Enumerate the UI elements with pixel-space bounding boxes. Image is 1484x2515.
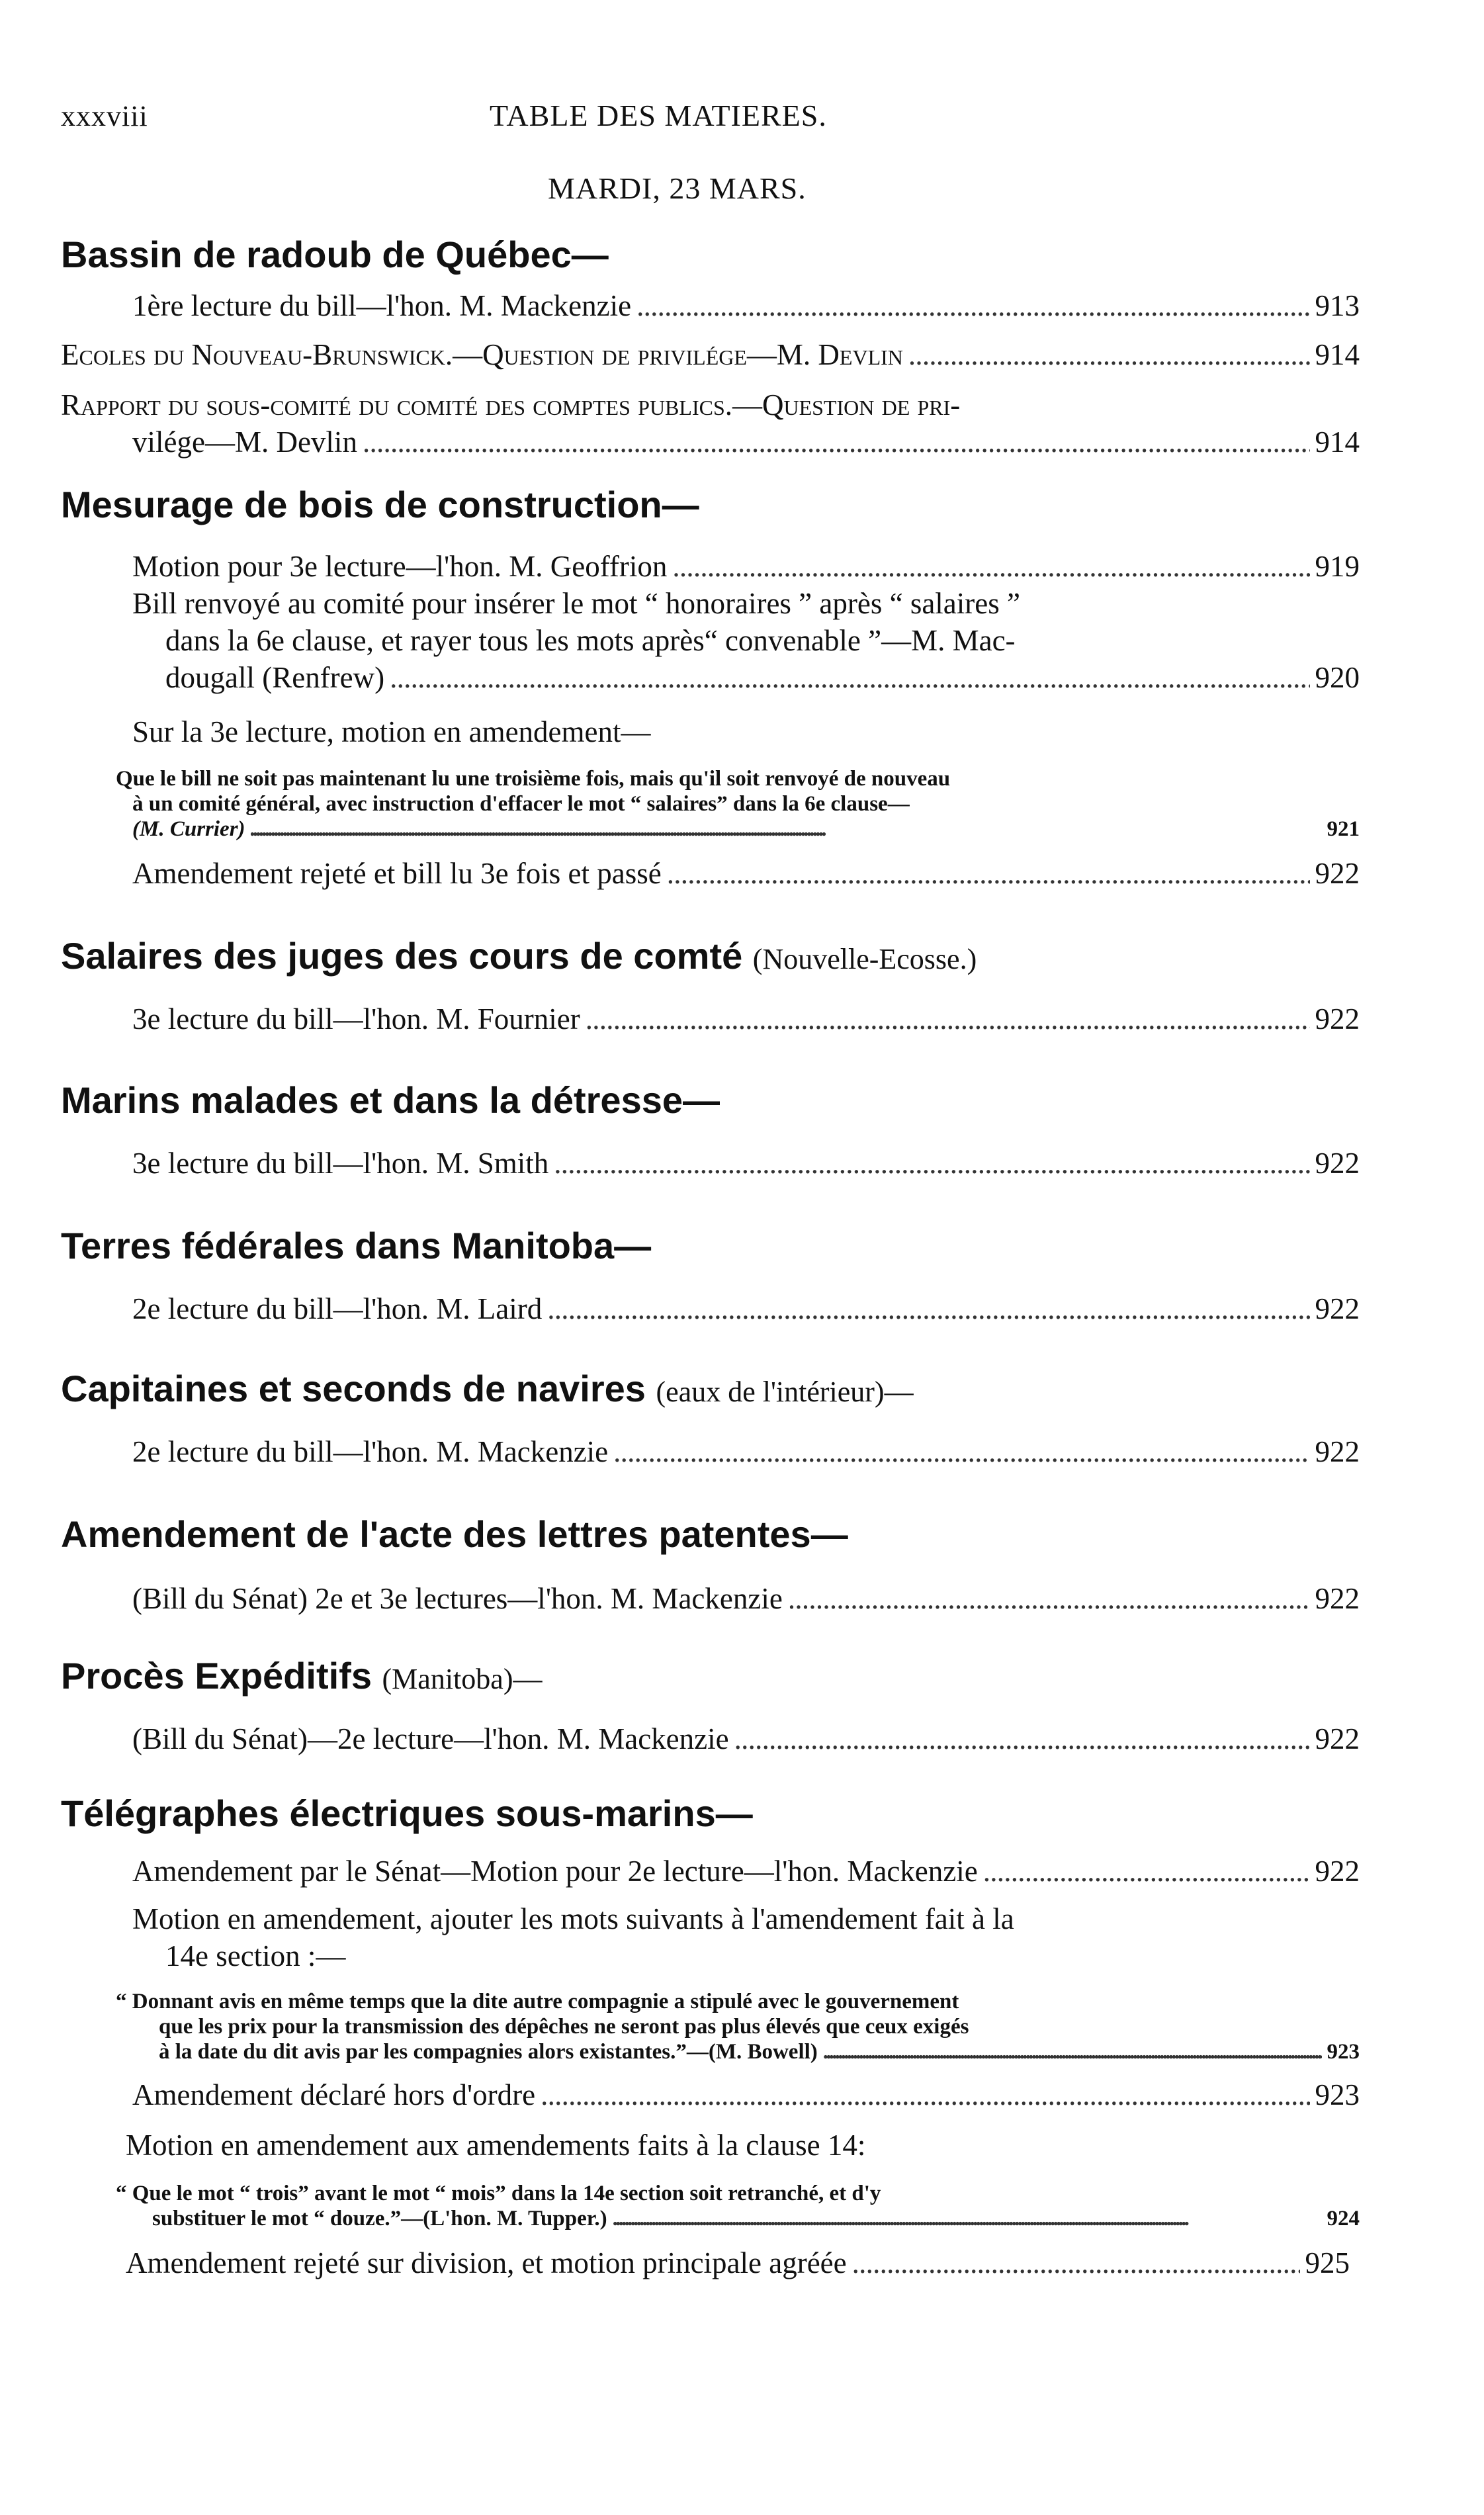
dot-leader — [667, 855, 1310, 892]
entry-page: 913 — [1315, 289, 1360, 322]
entry-text: 2e lecture du bill—l'hon. M. Mackenzie — [132, 1435, 609, 1468]
dot-leader — [908, 336, 1310, 373]
toc-entry — [132, 1145, 1360, 1182]
quoted-motion-line: que les prix pour la transmission des dépêches ne seront pas plus élevés que ceux exigés — [159, 2015, 969, 2039]
dot-leader — [613, 1433, 1309, 1470]
date-heading: MARDI, 23 MARS. — [548, 171, 807, 205]
quoted-motion-line: “ Donnant avis en même temps que la dite autre compagnie a stipulé avec le gouvernement — [116, 1990, 959, 2013]
entry-page: 922 — [1315, 1722, 1360, 1755]
entry-line: 14e section :— — [165, 1939, 346, 1972]
entry-text: Amendement par le Sénat—Motion pour 2e lecture—l'hon. Mackenzie — [132, 1855, 978, 1888]
page-number: xxxviii — [61, 100, 148, 132]
toc-entry — [132, 1290, 1360, 1327]
section-title-capitaines — [61, 1367, 914, 1410]
dot-leader — [586, 1000, 1310, 1037]
section-title-text: Capitaines et seconds de navires — [61, 1368, 646, 1409]
quoted-motion-line: “ Que le mot “ trois” avant le mot “ mois” dans la 14e section soit retranché, et d'y — [116, 2182, 881, 2205]
entry-line: Motion en amendement aux amendements faits à la clause 14: — [126, 2129, 866, 2162]
toc-entry — [132, 816, 1360, 842]
entry-page: 922 — [1315, 1002, 1360, 1036]
toc-entry — [165, 659, 1360, 696]
entry-page: 922 — [1315, 1855, 1360, 1888]
section-title-terres: Terres fédérales dans Manitoba— — [61, 1225, 652, 1266]
toc-entry — [132, 2076, 1360, 2113]
section-title-mesurage: Mesurage de bois de construction— — [61, 484, 699, 525]
dot-leader — [363, 423, 1310, 461]
entry-text: dougall (Renfrew) — [165, 661, 385, 694]
toc-entry — [132, 1433, 1360, 1470]
entry-page: 922 — [1315, 1435, 1360, 1468]
entry-page: 923 — [1315, 2078, 1360, 2111]
entry-page: 921 — [1327, 817, 1360, 841]
dot-leader — [672, 548, 1309, 585]
section-title-proces — [61, 1654, 542, 1697]
toc-entry — [126, 2244, 1350, 2281]
toc-entry — [132, 287, 1360, 324]
entry-text: vilége—M. Devlin — [132, 425, 357, 459]
dot-leader — [983, 1853, 1310, 1890]
entry-text: substituer le mot “ douze.”—(L'hon. M. Tupper.) — [152, 2207, 607, 2230]
toc-entry — [132, 855, 1360, 892]
entry-page: 914 — [1315, 338, 1360, 371]
dot-leader — [547, 1290, 1309, 1327]
entry-text: 1ère lecture du bill—l'hon. M. Mackenzie — [132, 289, 632, 322]
dot-leader — [823, 2039, 1322, 2064]
entry-text: 3e lecture du bill—l'hon. M. Fournier — [132, 1002, 580, 1036]
section-title-telegraphes: Télégraphes électriques sous-marins— — [61, 1792, 753, 1834]
toc-entry-rapport — [132, 423, 1360, 461]
entry-line: Sur la 3e lecture, motion en amendement— — [132, 715, 651, 748]
dot-leader — [390, 659, 1309, 696]
section-subtitle: (Nouvelle-Ecosse.) — [752, 943, 977, 975]
toc-entry — [132, 1720, 1360, 1757]
toc-entry-ecoles — [61, 336, 1360, 373]
section-subtitle: (eaux de l'intérieur)— — [656, 1376, 914, 1408]
toc-entry — [152, 2206, 1360, 2231]
entry-text: (Bill du Sénat) 2e et 3e lectures—l'hon. M. Mackenzie — [132, 1582, 783, 1615]
section-title-bassin: Bassin de radoub de Québec— — [61, 234, 609, 275]
toc-entry — [159, 2039, 1360, 2064]
dot-leader — [541, 2076, 1309, 2113]
section-title-marins: Marins malades et dans la détresse— — [61, 1079, 720, 1121]
entry-line: Bill renvoyé au comité pour insérer le mot “ honoraires ” après “ salaires ” — [132, 587, 1020, 620]
entry-page: 925 — [1305, 2246, 1350, 2279]
entry-page: 922 — [1315, 857, 1360, 890]
dot-leader — [251, 816, 1322, 842]
entry-text: Ecoles du Nouveau-Brunswick.—Question de privilége—M. Devlin — [61, 338, 903, 371]
entry-text: Amendement déclaré hors d'ordre — [132, 2078, 536, 2111]
toc-entry — [132, 1580, 1360, 1617]
entry-line: Motion en amendement, ajouter les mots suivants à l'amendement fait à la — [132, 1902, 1014, 1935]
entry-page: 924 — [1327, 2207, 1360, 2230]
entry-text: Amendement rejeté sur division, et motion principale agréée — [126, 2246, 847, 2279]
toc-entry — [132, 548, 1360, 585]
entry-text: à la date du dit avis par les compagnies alors existantes.”—(M. Bowell) — [159, 2040, 818, 2064]
entry-page: 920 — [1315, 661, 1360, 694]
running-title: TABLE DES MATIERES. — [490, 99, 827, 132]
dot-leader — [852, 2244, 1300, 2281]
toc-entry — [132, 1000, 1360, 1037]
entry-page: 919 — [1315, 550, 1360, 583]
toc-entry — [132, 1853, 1360, 1890]
dot-leader — [636, 287, 1309, 324]
quoted-motion-line: à un comité général, avec instruction d'effacer le mot “ salaires” dans la 6e clause— — [132, 792, 910, 816]
section-title-text: Procès Expéditifs — [61, 1655, 372, 1697]
dot-leader — [613, 2206, 1322, 2231]
section-subtitle: (Manitoba)— — [382, 1663, 543, 1695]
section-title-lettres-patentes: Amendement de l'acte des lettres patentes— — [61, 1513, 848, 1555]
entry-text: 2e lecture du bill—l'hon. M. Laird — [132, 1292, 543, 1325]
entry-page: 923 — [1327, 2040, 1360, 2064]
entry-text: Amendement rejeté et bill lu 3e fois et passé — [132, 857, 662, 890]
dot-leader — [788, 1580, 1310, 1617]
entry-text: 3e lecture du bill—l'hon. M. Smith — [132, 1147, 549, 1180]
section-title-salaires — [61, 934, 977, 977]
entry-text: (Bill du Sénat)—2e lecture—l'hon. M. Mackenzie — [132, 1722, 729, 1755]
toc-entry-rapport-line1: Rapport du sous-comité du comité des comptes publics.—Question de pri- — [61, 388, 961, 421]
entry-page: 922 — [1315, 1292, 1360, 1325]
quoted-motion-line: Que le bill ne soit pas maintenant lu une troisième fois, mais qu'il soit renvoyé de nouveau — [116, 767, 951, 791]
entry-line: dans la 6e clause, et rayer tous les mots après“ convenable ”—M. Mac- — [165, 624, 1016, 657]
entry-page: 914 — [1315, 425, 1360, 459]
entry-page: 922 — [1315, 1147, 1360, 1180]
dot-leader — [554, 1145, 1309, 1182]
entry-page: 922 — [1315, 1582, 1360, 1615]
dot-leader — [734, 1720, 1310, 1757]
entry-text: (M. Currier) — [132, 817, 245, 841]
section-title-text: Salaires des juges des cours de comté — [61, 935, 743, 977]
entry-text: Motion pour 3e lecture—l'hon. M. Geoffrion — [132, 550, 668, 583]
